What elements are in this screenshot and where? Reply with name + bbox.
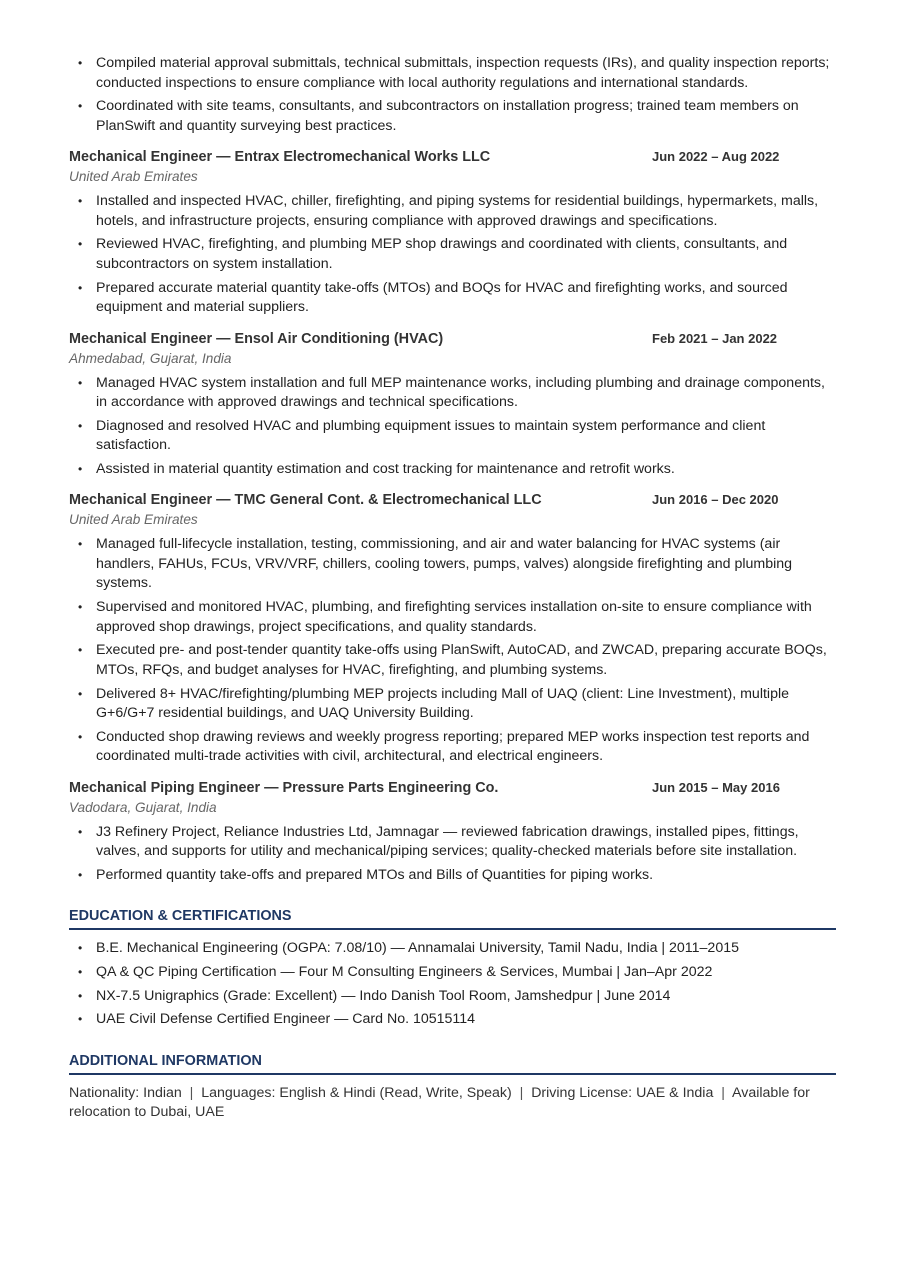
education-list bbox=[69, 939, 836, 1030]
job-header bbox=[69, 146, 836, 167]
additional-info-heading: ADDITIONAL INFORMATION bbox=[69, 1051, 836, 1075]
list-item: • Managed HVAC system installation and full MEP maintenance works, including plumbing and drainage components, in accordance with approved drawings and technical specifications. bbox=[69, 374, 836, 413]
list-item: • Diagnosed and resolved HVAC and plumbing equipment issues to maintain system performance and client satisfaction. bbox=[69, 417, 836, 456]
job-header bbox=[69, 489, 836, 510]
job-location: Ahmedabad, Gujarat, India bbox=[69, 350, 232, 366]
job-entry-entrax bbox=[69, 146, 836, 317]
job-title: Mechanical Engineer — Entrax Electromechanical Works LLC bbox=[69, 149, 491, 166]
list-item: • B.E. Mechanical Engineering (OGPA: 7.08/10) — Annamalai University, Tamil Nadu, India | 2011–2015 bbox=[69, 939, 836, 959]
job-dates: Jun 2015 – May 2016 bbox=[652, 779, 780, 795]
job-dates: Jun 2022 – Aug 2022 bbox=[652, 149, 780, 165]
job-header bbox=[69, 328, 836, 349]
languages: Languages: English & Hindi (Read, Write, Speak) bbox=[201, 1084, 512, 1101]
job-dates: Feb 2021 – Jan 2022 bbox=[652, 330, 778, 346]
intro-bullet-list bbox=[69, 54, 836, 136]
job-entry-pressure-parts bbox=[69, 777, 836, 886]
separator: | bbox=[189, 1084, 194, 1101]
driving-license: Driving License: UAE & India bbox=[531, 1084, 714, 1101]
job-bullet-list bbox=[69, 192, 836, 317]
list-item: • Installed and inspected HVAC, chiller, firefighting, and piping systems for residential buildings, hypermarkets, malls, hotels, and infrastructure projects, ensuring compliance with approved drawings and specifications. bbox=[69, 192, 836, 231]
list-item: • Executed pre- and post-tender quantity take-offs using PlanSwift, AutoCAD, and ZWCAD, preparing accurate BOQs, MTOs, RFQs, and budget analyses for HVAC, firefighting, and plumbing systems. bbox=[69, 641, 836, 680]
list-item: • Coordinated with site teams, consultants, and subcontractors on installation progress; trained team members on PlanSwift and quantity surveying best practices. bbox=[69, 97, 836, 136]
list-item: • Supervised and monitored HVAC, plumbing, and firefighting services installation on-site to ensure compliance with approved shop drawings, project specifications, and quality standards. bbox=[69, 598, 836, 637]
job-title: Mechanical Piping Engineer — Pressure Parts Engineering Co. bbox=[69, 779, 499, 796]
separator: | bbox=[721, 1084, 725, 1101]
list-item: • Reviewed HVAC, firefighting, and plumbing MEP shop drawings and coordinated with clients, consultants, and subcontractors on system installation. bbox=[69, 235, 836, 274]
education-heading: EDUCATION & CERTIFICATIONS bbox=[69, 906, 836, 930]
job-entry-tmc bbox=[69, 489, 836, 766]
job-header bbox=[69, 777, 836, 798]
list-item: • Performed quantity take-offs and prepared MTOs and Bills of Quantities for piping works. bbox=[69, 866, 836, 886]
job-location: United Arab Emirates bbox=[69, 512, 198, 528]
job-bullet-list bbox=[69, 374, 836, 480]
list-item: • Prepared accurate material quantity take-offs (MTOs) and BOQs for HVAC and firefighting works, and sourced equipment and material suppliers. bbox=[69, 279, 836, 318]
job-title: Mechanical Engineer — TMC General Cont. & Electromechanical LLC bbox=[69, 492, 542, 509]
list-item: • Compiled material approval submittals, technical submittals, inspection requests (IRs), and quality inspection reports; conducted inspections to ensure compliance with local authority regulations and international standards. bbox=[69, 54, 836, 93]
job-bullet-list bbox=[69, 823, 836, 886]
job-dates: Jun 2016 – Dec 2020 bbox=[652, 492, 779, 508]
list-item: • QA & QC Piping Certification — Four M Consulting Engineers & Services, Mumbai | Jan–Apr 2022 bbox=[69, 963, 836, 983]
list-item: • Assisted in material quantity estimation and cost tracking for maintenance and retrofit works. bbox=[69, 460, 836, 480]
list-item: • UAE Civil Defense Certified Engineer — Card No. 10515114 bbox=[69, 1010, 836, 1030]
job-location: Vadodara, Gujarat, India bbox=[69, 799, 217, 815]
list-item: • NX-7.5 Unigraphics (Grade: Excellent) — Indo Danish Tool Room, Jamshedpur | June 2014 bbox=[69, 987, 836, 1007]
job-bullet-list bbox=[69, 535, 836, 766]
job-entry-ensol bbox=[69, 328, 836, 480]
list-item: • Conducted shop drawing reviews and weekly progress reporting; prepared MEP works inspection test reports and coordinated multi-trade activities with civil, architectural, and electrical engineers. bbox=[69, 728, 836, 767]
separator: | bbox=[519, 1084, 524, 1101]
additional-info-text bbox=[69, 1084, 836, 1123]
nationality: Nationality: Indian bbox=[69, 1084, 182, 1101]
list-item: • Managed full-lifecycle installation, testing, commissioning, and air and water balancing for HVAC systems (air handlers, FAHUs, FCUs, VRV/VRF, chillers, cooling towers, pumps, valves) alongside firefighting and plumbing systems. bbox=[69, 535, 836, 594]
job-location: United Arab Emirates bbox=[69, 169, 198, 185]
list-item: • Delivered 8+ HVAC/firefighting/plumbing MEP projects including Mall of UAQ (client: Line Investment), multiple G+6/G+7 residential buildings, and UAQ University Building. bbox=[69, 685, 836, 724]
relocation: Available for relocation to Dubai, UAE bbox=[69, 1084, 810, 1121]
job-title: Mechanical Engineer — Ensol Air Conditioning (HVAC) bbox=[69, 330, 444, 347]
list-item: • J3 Refinery Project, Reliance Industries Ltd, Jamnagar — reviewed fabrication drawings, installed pipes, fittings, valves, and supports for utility and mechanical/piping services; quality-checked materials before site installation. bbox=[69, 823, 836, 862]
